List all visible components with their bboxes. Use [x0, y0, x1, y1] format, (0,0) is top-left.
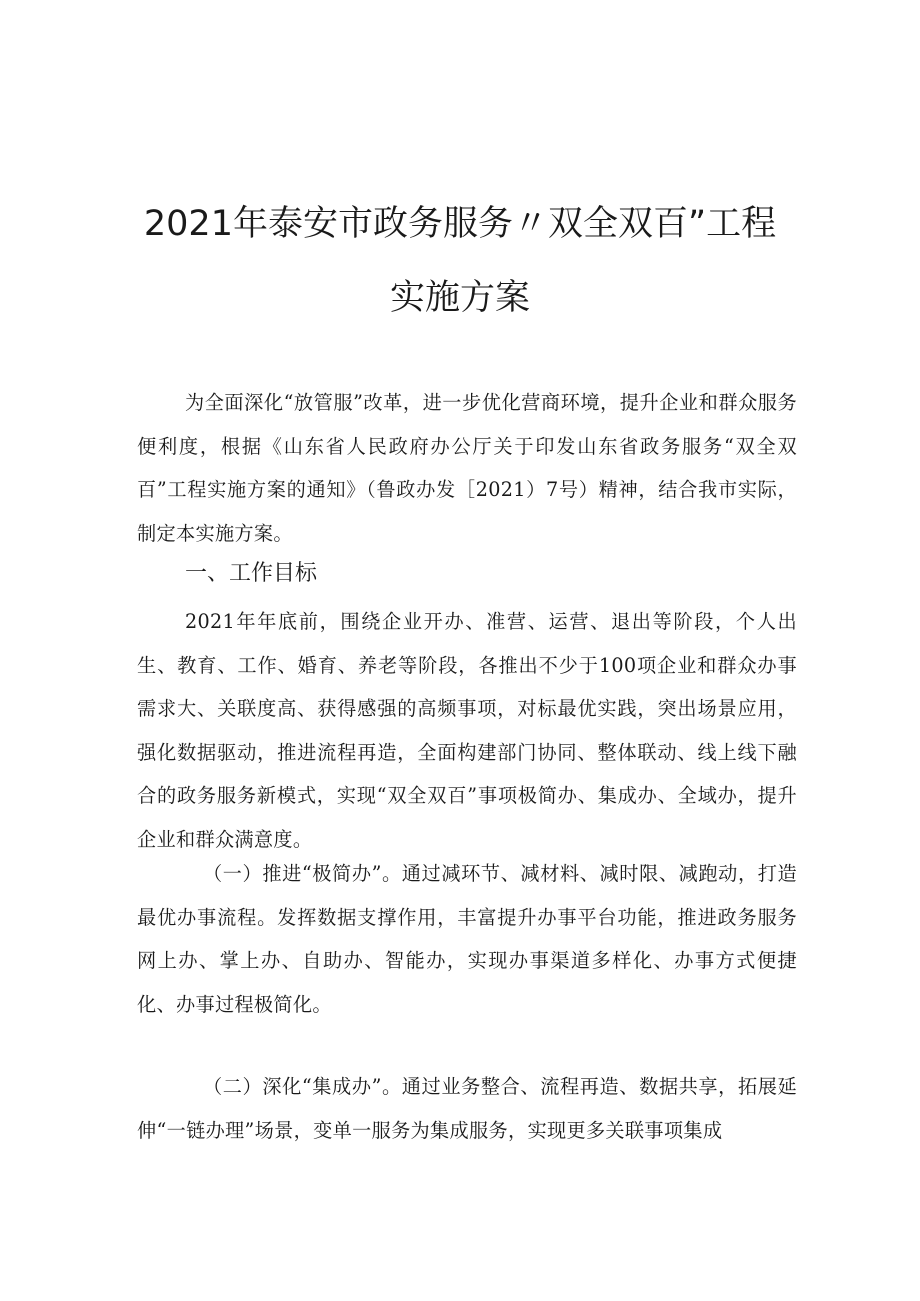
document-title-line-1: 2021年泰安市政务服务〃双全双百”工程 [143, 204, 777, 244]
intro-paragraph: 为全面深化“放管服”改革，进一步优化营商环境，提升企业和群众服务便利度，根据《山东省人民政府办公厅关于印发山东省政务服务“双全双百”工程实施方案的通知》（鲁政办发［2021）7号）精神，结合我市实际，制定本实施方案。 [137, 391, 797, 545]
subsection-2-paragraph: （二）深化“集成办”。通过业务整合、流程再造、数据共享，拓展延伸“一链办理”场景，变单一服务为集成服务，实现更多关联事项集成 [137, 1075, 797, 1142]
work-goals-paragraph: 2021年年底前，围绕企业开办、准营、运营、退出等阶段，个人出生、教育、工作、婚育、养老等阶段，各推出不少于100项企业和群众办事需求大、关联度高、获得感强的高频事项，对标最优实践，突出场景应用，强化数据驱动，推进流程再造，全面构建部门协同、整体联动、线上线下融合的政务服务新模式，实现“双全双百”事项极简办、集成办、全域办，提升企业和群众满意度。 [137, 610, 797, 851]
subsection-1-paragraph: （一）推进“极简办”。通过减环节、减材料、减时限、减跑动，打造最优办事流程。发挥数据支撑作用，丰富提升办事平台功能，推进政务服务网上办、掌上办、自助办、智能办，实现办事渠道多样化、办事方式便捷化、办事过程极简化。 [137, 862, 797, 1016]
document-title-line-2: 实施方案 [389, 278, 530, 318]
section-heading-work-goals: 一、工作目标 [185, 561, 318, 586]
